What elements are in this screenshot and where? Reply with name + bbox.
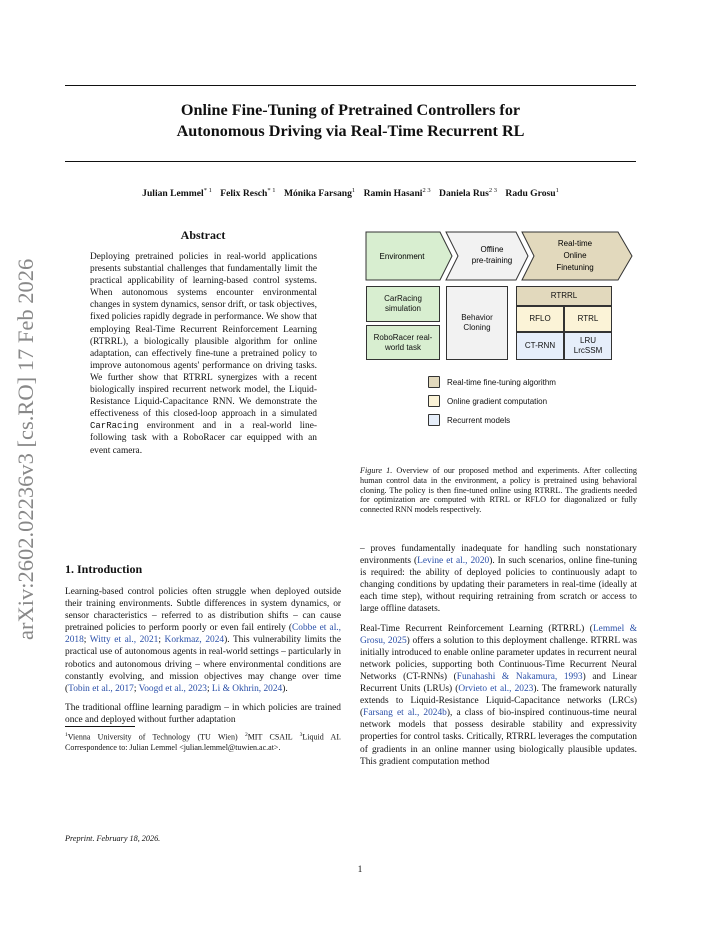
box-rtrl: RTRL [564,306,612,332]
legend-item [428,376,556,388]
figure-1 [360,228,640,438]
citation-link[interactable]: Witty et al., 2021 [89,635,159,646]
legend-swatch [428,395,440,407]
author-list [65,187,636,199]
citation-link[interactable]: Levine et al., 2020 [417,556,490,567]
author: Radu Grosu$^1$ [505,187,559,200]
intro-left-column [65,586,341,733]
intro-paragraph-2: The traditional offline learning paradigm – in which policies are trained once and deployed without further adaptation [65,702,341,725]
citation-link[interactable]: Cobbe et al., 2018 [65,623,341,646]
citation-link[interactable]: Tobin et al., 2017 [68,683,134,694]
citation-link[interactable]: Farsang et al., 2024b [363,708,447,719]
citation-link[interactable]: Li & Okhrin, 2024 [211,683,283,694]
citation-link[interactable]: Funahashi & Nakamura, 1993 [456,671,583,682]
footnote-rule [65,726,135,727]
citation-link[interactable]: Lemmel & Grosu, 2025 [360,623,637,646]
figure-caption: Figure 1. Overview of our proposed method and experiments. After collecting human control data in the environment, a policy is pretrained using behavioral cloning. The policy is then fine-tuned online using RTRRL. The gradients needed for optimization are computed with RTRL or RFLO for diagonalized or fully connected RNN models respectively. [360,466,637,515]
arrow-realtime-label-1: Real-time [557,239,593,248]
box-ctrnn: CT-RNN [516,332,564,360]
legend-swatch [428,376,440,388]
code-carracing: CarRacing [90,421,139,432]
abstract-heading: Abstract [180,228,226,242]
box-carracing: CarRacing simulation [366,286,440,322]
preprint-note: Preprint. February 18, 2026. [65,834,161,843]
legend-label: Online gradient computation [447,396,548,406]
legend-item [428,414,510,426]
intro-right-column [360,543,637,775]
arrow-offline-label-2: pre-training [471,256,513,265]
legend-label: Real-time fine-tuning algorithm [447,377,556,387]
top-rule [65,85,636,86]
box-roboracer: RoboRacer real-world task [366,325,440,360]
legend-label: Recurrent models [447,415,511,425]
arxiv-watermark[interactable]: arXiv:2602.02236v3 [cs.RO] 17 Feb 2026 [13,258,38,640]
box-rtrrl: RTRRL [516,286,612,306]
citation-link[interactable]: Voogd et al., 2023 [138,683,207,694]
abstract-text: Deploying pretrained policies in real-world applications presents substantial challenges that fundamentally limit the practical applicability of learning-based control systems. When autonomous systems encounter environmental changes in system dynamics, sensor drift, or task objectives, fixed policies rapidly degrade in performance. We show that employing Real-Time Recurrent Reinforcement Learning (RTRRL), a biologically plausible algorithm for online adaptation, can effectively fine-tune a pretrained policy to improve autonomous agents' performance on driving tasks. We further show that RTRRL synergizes with a recent biologically inspired recurrent network model, the Liquid-Resistance Liquid-Capacitance RNN. We demonstrate the effectiveness of this closed-loop approach in a simulated CarRacing environment and in a real-world line-following task with a RoboRacer car equipped with an event camera. [90,252,317,456]
arrow-offline-label-1: Offline [480,245,504,254]
page-number: 1 [357,865,363,875]
intro-paragraph-1: Learning-based control policies often struggle when deployed outside their training environments. Subtle differences in system dynamics, or sensor characteristics – referred to as distribution shifts – can cause pretrained policies to perform poorly or even fail entirely (Cobbe et al., 2018; Witty et al., 2021; Korkmaz, 2024). This vulnerability limits the practical use of autonomous agents in real-world settings – particularly in robotics and autonomous driving – where environmental conditions are constantly evolving, and mission objectives may change over time (Tobin et al., 2017; Voogd et al., 2023; Li & Okhrin, 2024). [65,587,342,694]
title-bottom-rule [65,161,636,162]
right-paragraph-2: Real-Time Recurrent Reinforcement Learning (RTRRL) (Lemmel & Grosu, 2025) offers a solution to this deployment challenge. RTRRL was initially introduced to enable online parameter updates in recurrent neural network policies, supporting both Continuous-Time Recurrent Neural Networks (CT-RNNs) (Funahashi & Nakamura, 1993) and Linear Recurrent Units (LRUs) (Orvieto et al., 2023). The framework naturally extends to Liquid-Resistance Liquid-Capacitance networks (LRCs) (Farsang et al., 2024b), a class of bio-inspired continuous-time neural network models that possess desirable stability and expressivity properties for control tasks. Critically, RTRRL leverages the computation of gradients in an online manner using biologically plausible updates. This gradient computation method [360,623,638,767]
author: Daniela Rus$^{2 3}$ [439,187,497,200]
pipeline-arrows [360,228,640,288]
author: Mónika Farsang$^1$ [283,187,356,200]
citation-link[interactable]: Korkmaz, 2024 [164,635,225,646]
section-heading-introduction: 1. Introduction [65,562,143,576]
box-lru-lrcssm: LRU LrcSSM [564,332,612,360]
author: Felix Resch$^{* 1}$ [220,187,276,200]
paper-title [65,100,636,142]
arrow-environment-label: Environment [379,252,425,261]
arrow-realtime-label-2: Online [563,251,587,260]
title-line-1: Online Fine-Tuning of Pretrained Controllers for [180,101,521,119]
citation-link[interactable]: Orvieto et al., 2023 [458,684,534,695]
legend-swatch [428,414,440,426]
right-paragraph-1: – proves fundamentally inadequate for handling such nonstationary environments (Levine et al., 2020). In such scenarios, online fine-tuning is required: the ability of deployed policies to continuously adapt to changing conditions by updating their parameters in real-time (ideally at each time step), without requiring retraining from scratch or access to large offline datasets. [360,544,638,615]
legend-item [428,395,547,407]
author: Julian Lemmel$^{* 1}$ [142,187,212,200]
author: Ramin Hasani$^{2 3}$ [363,187,431,200]
box-rflo: RFLO [516,306,564,332]
footnote: $^1$Vienna University of Technology (TU Wien) $^2$MIT CSAIL $^3$Liquid AI. Correspondence to: Julian Lemmel <julian.lemmel@tuwien.ac.at>. [65,732,342,752]
caption-label: Figure 1. [360,466,393,475]
title-line-2: Autonomous Driving via Real-Time Recurrent RL [176,122,525,140]
box-behavior-cloning: Behavior Cloning [446,286,508,360]
arrow-realtime-label-3: Finetuning [556,263,594,272]
